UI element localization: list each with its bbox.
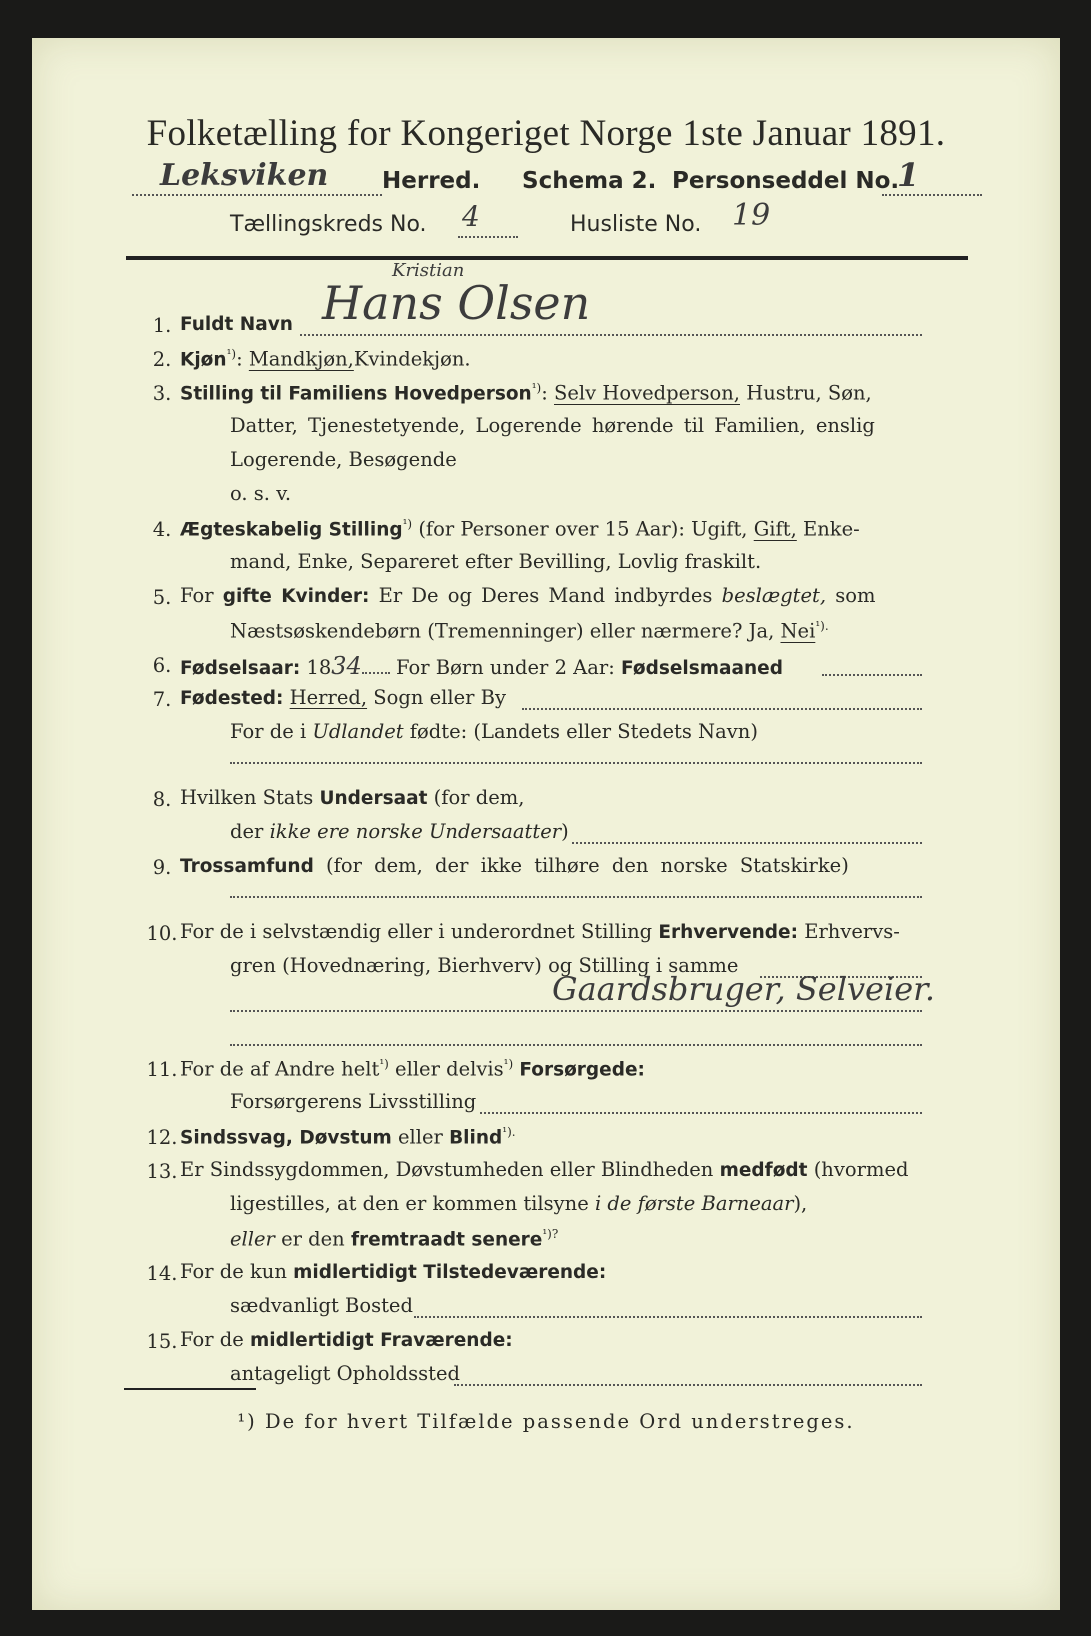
- colon: :: [541, 381, 548, 405]
- footnote-rule: [124, 1388, 256, 1390]
- kreds-label: Tællingskreds No.: [230, 212, 427, 237]
- text-italic: ikke ere norske Undersaatter: [269, 820, 562, 843]
- birthplace-dotline: [522, 708, 922, 710]
- field-label: Undersaat: [319, 788, 428, 809]
- footnote-ref: ¹): [379, 1057, 389, 1071]
- supporter-dotline: [480, 1112, 922, 1114]
- field-number: 7.: [152, 688, 172, 711]
- footnote-ref: ¹): [531, 381, 542, 395]
- text: fødte: (Landets eller Stedets Navn): [409, 720, 758, 743]
- birth-year-value: 34: [331, 652, 362, 680]
- field-label: Stilling til Familiens Hovedperson: [180, 383, 532, 405]
- position-options-line3: Logerende, Besøgende: [230, 448, 457, 471]
- full-name-value-above: Kristian: [392, 260, 465, 281]
- field-number: 10.: [146, 922, 178, 945]
- field-supported: [180, 1058, 645, 1080]
- marital-options: Enke-: [803, 517, 860, 541]
- field-number: 5.: [152, 586, 172, 609]
- text: For de af Andre helt: [180, 1057, 380, 1081]
- field-label: Sindssvag, Døvstum: [180, 1127, 392, 1149]
- text: (for dem, der ikke tilhøre den norske Statskirke): [326, 854, 849, 877]
- text: Erhvervs-: [804, 920, 900, 943]
- occupation-line2: gren (Hovednæring, Bierhverv) og Stilling i samme: [230, 954, 739, 977]
- footnote-ref: ¹).: [815, 619, 829, 633]
- position-options: Hustru, Søn,: [746, 381, 872, 405]
- field-label: gifte Kvinder:: [222, 586, 370, 607]
- occupation-dotline-2: [230, 1010, 922, 1012]
- field-label: Trossamfund: [180, 856, 314, 877]
- full-name-dotline: [300, 334, 922, 336]
- footnote-ref: ¹).: [502, 1125, 516, 1139]
- field-number: 13.: [146, 1160, 178, 1183]
- field-married-women: [180, 586, 876, 607]
- birth-month-dotline: [822, 674, 922, 676]
- field-number: 11.: [146, 1058, 178, 1081]
- birth-year-prefix: 18: [306, 656, 332, 679]
- marital-option-selected: Gift,: [753, 517, 797, 541]
- footnote-ref: ¹): [402, 517, 413, 531]
- dotline: [362, 672, 390, 674]
- form-subheader-2: [230, 198, 930, 248]
- citizenship-dotline: [572, 842, 922, 844]
- footnote-ref: ¹): [226, 347, 237, 361]
- position-options-line4: o. s. v.: [230, 482, 292, 505]
- sex-option-selected: Mandkjøn,: [248, 347, 354, 371]
- field-number: 14.: [146, 1262, 178, 1285]
- text: For de kun: [180, 1260, 287, 1283]
- field-number: 8.: [152, 788, 172, 811]
- usual-residence-dotline: [414, 1316, 922, 1318]
- probable-location-dotline: [454, 1384, 922, 1386]
- text: (for dem,: [433, 786, 525, 809]
- field-number: 6.: [152, 654, 172, 677]
- field-number: 15.: [146, 1330, 178, 1353]
- colon: :: [236, 347, 243, 371]
- field-congenital: [180, 1160, 908, 1181]
- schema-label: Schema 2.: [522, 168, 657, 194]
- personseddel-value: 1: [897, 156, 920, 194]
- field-birthplace: [180, 688, 506, 709]
- position-options-line2: Datter, Tjenestetyende, Logerende hørende til Familien, enslig: [230, 414, 875, 437]
- text: som: [835, 584, 876, 607]
- footnote-ref: ¹): [503, 1057, 514, 1071]
- text: ligestilles, at den er kommen tilsyne: [230, 1192, 589, 1215]
- footnote: ¹) De for hvert Tilfælde passende Ord understreges.: [237, 1410, 855, 1433]
- text-italic: i de første Barneaar: [594, 1192, 794, 1215]
- text: Er De og Deres Mand indbyrdes: [378, 584, 713, 607]
- field-number: 3.: [152, 382, 172, 405]
- field-full-name: [180, 314, 293, 335]
- field-temp-present: [180, 1262, 606, 1283]
- footnote-ref: ¹)?: [542, 1227, 559, 1241]
- usual-residence-label: sædvanligt Bosted: [230, 1294, 413, 1317]
- birthplace-options: Sogn eller By: [373, 686, 507, 709]
- husliste-value: 19: [732, 198, 771, 233]
- field-marital: [180, 518, 860, 540]
- marital-condition: (for Personer over 15 Aar): Ugift,: [418, 517, 748, 541]
- text: eller delvis: [395, 1057, 504, 1081]
- supporter-occupation-label: Forsørgerens Livsstilling: [230, 1090, 477, 1113]
- text: For de: [180, 1328, 244, 1351]
- field-label: Fuldt Navn: [180, 314, 293, 335]
- field-number: 9.: [152, 856, 172, 879]
- field-label: medfødt: [719, 1160, 808, 1181]
- form-title: Folketælling for Kongeriget Norge 1ste Januar 1891.: [146, 113, 946, 154]
- husliste-label: Husliste No.: [570, 212, 702, 237]
- probable-location-label: antageligt Opholdssted: [230, 1362, 461, 1385]
- text: For: [180, 584, 214, 607]
- sex-option: Kvindekjøn.: [353, 347, 471, 371]
- field-sex: [180, 348, 471, 370]
- text: er den: [281, 1227, 345, 1251]
- text: For Børn under 2 Aar:: [396, 656, 615, 679]
- herred-label: Herred.: [382, 168, 481, 194]
- birthplace-option-selected: Herred,: [289, 686, 368, 709]
- field-label: midlertidigt Fraværende:: [249, 1330, 513, 1351]
- congenital-line3: [230, 1228, 558, 1250]
- text: (hvormed: [813, 1158, 909, 1181]
- field-label: fremtraadt senere: [350, 1229, 543, 1251]
- kreds-value: 4: [462, 200, 480, 233]
- herred-value: Leksviken: [160, 158, 329, 193]
- citizenship-line2: der ikke ere norske Undersaatter): [230, 820, 569, 843]
- position-option-selected: Selv Hovedperson,: [554, 381, 740, 405]
- occupation-value: Gaardsbruger, Selveier.: [552, 970, 936, 1008]
- full-name-value: Hans Olsen: [322, 276, 591, 330]
- personseddel-label: Personseddel No.: [672, 168, 900, 194]
- form-subheader: [132, 156, 992, 206]
- field-number: 12.: [146, 1126, 178, 1149]
- occupation-dotline-3: [230, 1044, 922, 1046]
- text: For de i selvstændig eller i underordnet Stilling: [180, 920, 653, 943]
- birthplace-dotline-2: [230, 762, 922, 764]
- field-number: 1.: [152, 314, 172, 337]
- field-label: Fødselsmaaned: [620, 658, 783, 679]
- field-religion: [180, 856, 849, 877]
- field-label: Forsørgede:: [519, 1059, 645, 1081]
- field-citizenship: [180, 788, 524, 809]
- field-label: Fødested:: [180, 688, 284, 709]
- text: Hvilken Stats: [180, 786, 314, 809]
- field-temp-absent: [180, 1330, 513, 1351]
- field-number: 2.: [152, 348, 172, 371]
- married-women-line2: [230, 620, 829, 641]
- field-position: [180, 382, 872, 404]
- marital-options-line2: mand, Enke, Separeret efter Bevilling, Lovlig fraskilt.: [230, 550, 762, 573]
- kinship-option-selected: Nei: [780, 619, 816, 643]
- field-birth-year: [180, 654, 783, 679]
- field-number: 4.: [152, 518, 172, 541]
- text-italic: eller: [230, 1227, 275, 1251]
- text: eller: [398, 1125, 443, 1149]
- congenital-line2: ligestilles, at den er kommen tilsyne i de første Barneaar),: [230, 1192, 808, 1215]
- text-italic: Udlandet: [312, 720, 404, 743]
- text: Næstsøskendebørn (Tremenninger) eller nærmere? Ja,: [230, 619, 775, 643]
- field-label: midlertidigt Tilstedeværende:: [293, 1262, 607, 1283]
- field-label: Blind: [449, 1127, 503, 1149]
- field-label: Kjøn: [180, 349, 227, 371]
- text: For de i: [230, 720, 307, 743]
- field-disability: [180, 1126, 516, 1148]
- text: der: [230, 820, 264, 843]
- field-label: Erhvervende:: [658, 922, 798, 943]
- text-italic: beslægtet,: [721, 584, 827, 607]
- birthplace-line2: [230, 722, 758, 742]
- religion-dotline: [230, 896, 922, 898]
- field-label: Fødselsaar:: [180, 658, 301, 679]
- field-occupation: [180, 922, 900, 943]
- text: Er Sindssygdommen, Døvstumheden eller Blindheden: [180, 1158, 714, 1181]
- field-label: Ægteskabelig Stilling: [180, 519, 403, 541]
- header-rule: [126, 256, 968, 260]
- census-form-page: [32, 38, 1060, 1610]
